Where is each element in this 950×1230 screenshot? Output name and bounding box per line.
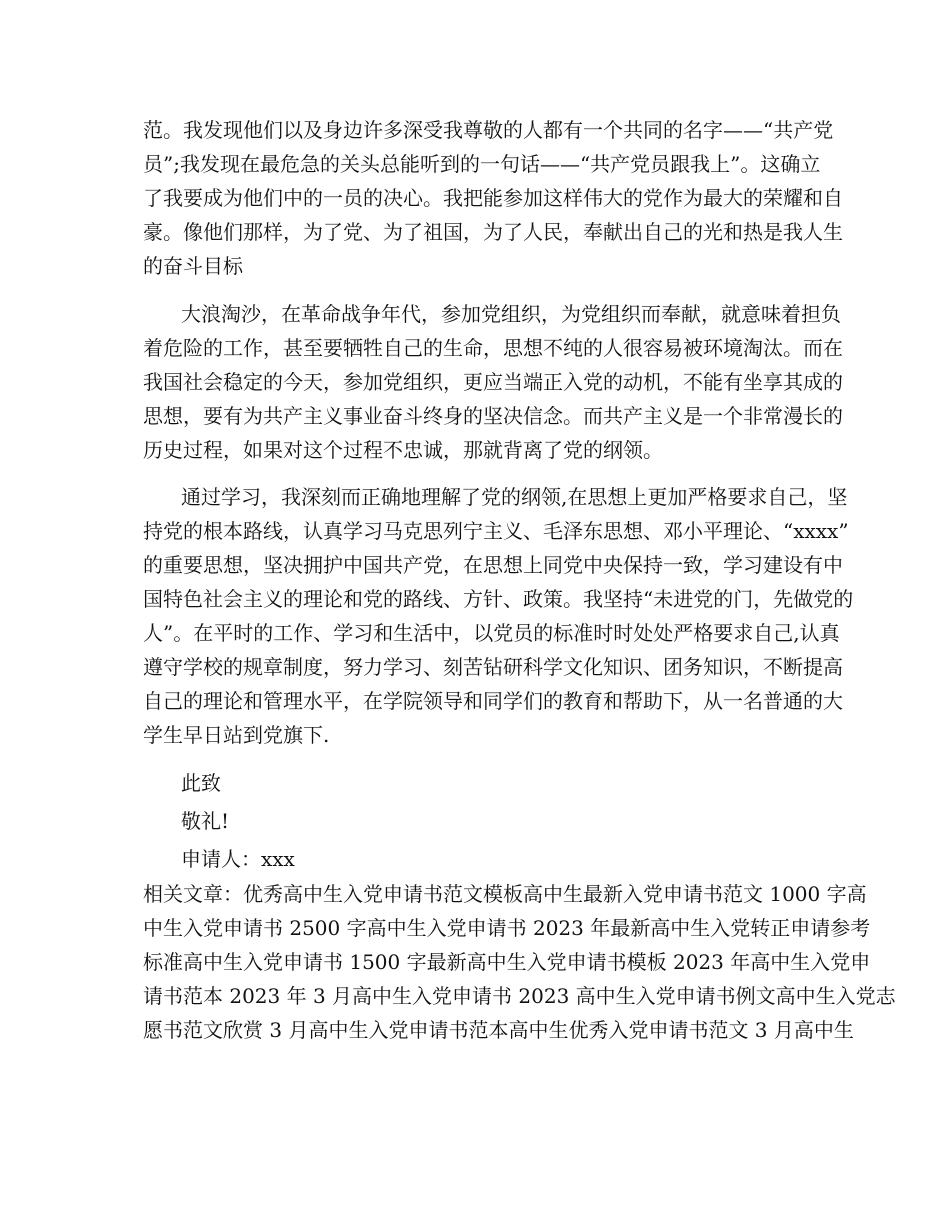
related-articles-line: 请书范本 2023 年 3 月高中生入党申请书 2023 高中生入党申请书例文高中生入党志 <box>143 984 896 1008</box>
body-text-line: 人”。在平时的工作、学习和生活中，以党员的标准时时处处严格要求自己,认真 <box>143 621 840 645</box>
body-text-line: 国特色社会主义的理论和党的路线、方针、政策。我坚持“未进党的门，先做党的 <box>143 587 854 611</box>
closing-regards: 敬礼! <box>181 809 230 833</box>
body-text-line: 自己的理论和管理水平，在学院领导和同学们的教育和帮助下，从一名普通的大 <box>143 689 843 713</box>
body-text-line: 员”;我发现在最危急的关头总能听到的一句话——“共产党员跟我上”。这确立 <box>143 152 821 176</box>
body-text-line: 遵守学校的规章制度，努力学习、刻苦钻研科学文化知识、团务知识，不断提高 <box>143 655 843 679</box>
paragraph-first-line: 通过学习，我深刻而正确地理解了党的纲领,在思想上更加严格要求自己，坚 <box>181 485 848 509</box>
related-articles-line: 相关文章：优秀高中生入党申请书范文模板高中生最新入党申请书范文 1000 字高 <box>143 882 867 906</box>
applicant-signature: 申请人：xxx <box>181 847 295 871</box>
body-text-line: 豪。像他们那样，为了党、为了祖国，为了人民，奉献出自己的光和热是我人生 <box>143 220 843 244</box>
body-text-line: 历史过程，如果对这个过程不忠诚，那就背离了党的纲领。 <box>143 438 663 462</box>
body-text-line: 持党的根本路线，认真学习马克思列宁主义、毛泽东思想、邓小平理论、“xxxx” <box>143 519 849 543</box>
body-text-line: 范。我发现他们以及身边许多深受我尊敬的人都有一个共同的名字——“共产党 <box>143 118 834 142</box>
related-articles-line: 愿书范文欣赏 3 月高中生入党申请书范本高中生优秀入党申请书范文 3 月高中生 <box>143 1018 854 1042</box>
body-text-line: 着危险的工作，甚至要牺牲自己的生命，思想不纯的人很容易被环境淘汰。而在 <box>143 336 843 360</box>
body-text-line: 了我要成为他们中的一员的决心。我把能参加这样伟大的党作为最大的荣耀和自 <box>143 186 843 210</box>
related-articles-line: 标准高中生入党申请书 1500 字最新高中生入党申请书模板 2023 年高中生入党申 <box>143 950 871 974</box>
related-articles-line: 中生入党申请书 2500 字高中生入党申请书 2023 年最新高中生入党转正申请参考 <box>143 916 871 940</box>
paragraph-first-line: 大浪淘沙，在革命战争年代，参加党组织，为党组织而奉献，就意味着担负 <box>181 302 841 326</box>
body-text-line: 思想，要有为共产主义事业奋斗终身的坚决信念。而共产主义是一个非常漫长的 <box>143 404 843 428</box>
closing-salutation: 此致 <box>181 771 221 795</box>
body-text-line: 我国社会稳定的今天，参加党组织，更应当端正入党的动机，不能有坐享其成的 <box>143 370 843 394</box>
body-text-line: 学生早日站到党旗下. <box>143 723 330 747</box>
body-text-line: 的重要思想，坚决拥护中国共产党，在思想上同党中央保持一致，学习建设有中 <box>143 553 843 577</box>
body-text-line: 的奋斗目标 <box>143 254 243 278</box>
